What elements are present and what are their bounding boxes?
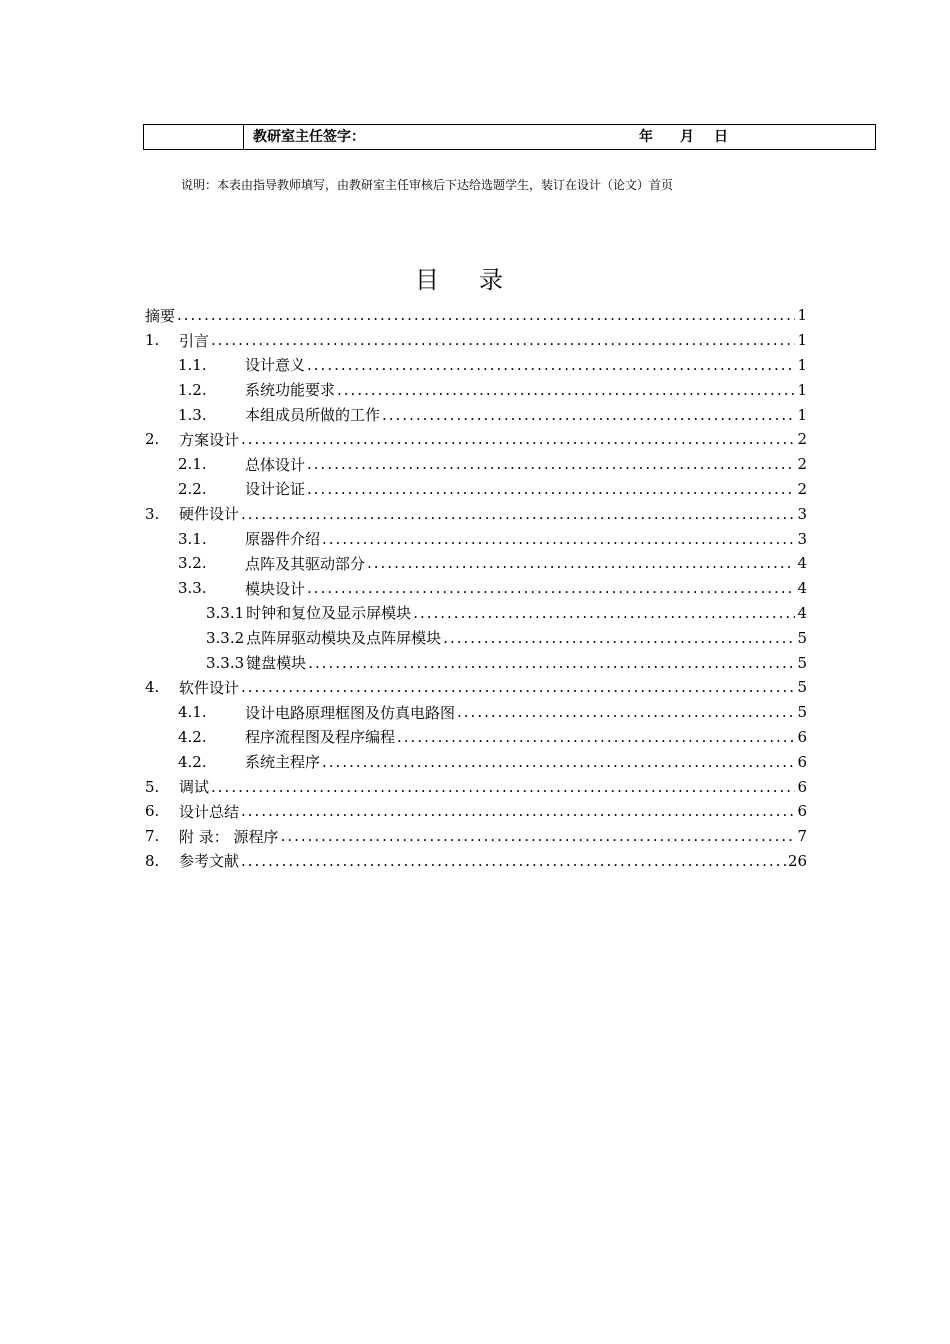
toc-entry-page: 1: [797, 331, 807, 350]
toc-entry-number: 1.: [145, 331, 160, 350]
toc-entry-number: 4.2.: [178, 752, 207, 771]
toc-entry-page: 1: [797, 355, 807, 374]
signature-day: 日: [714, 129, 728, 145]
toc-entry[interactable]: [145, 328, 807, 353]
toc-leader-dots: [177, 306, 795, 324]
toc-entry-number: 3.3.1: [206, 603, 245, 622]
toc-entry[interactable]: [145, 601, 807, 626]
toc-entry[interactable]: [145, 849, 807, 874]
toc-entry-page: 3: [797, 529, 807, 548]
toc-entry-page: 2: [797, 430, 807, 449]
toc-entry-title: 硬件设计: [179, 505, 240, 524]
toc-entry-title: 参考文献: [179, 852, 240, 871]
toc-entry-number: 2.: [145, 430, 160, 449]
toc-leader-dots: [211, 778, 795, 796]
toc-entry-page: 5: [797, 678, 807, 697]
toc-leader-dots: [397, 728, 795, 746]
toc-leader-dots: [307, 579, 795, 597]
toc-leader-dots: [307, 480, 795, 498]
toc-leader-dots: [241, 678, 795, 696]
toc-entry[interactable]: [145, 799, 807, 824]
toc-entry-title: 设计电路原理框图及仿真电路图: [245, 703, 456, 722]
toc-entry-title: 调试: [179, 778, 210, 797]
signature-table: [143, 124, 876, 150]
signature-label: 教研室主任签字：: [253, 129, 365, 145]
toc-leader-dots: [241, 852, 786, 870]
toc-entry[interactable]: [145, 477, 807, 502]
toc-entry-page: 5: [797, 653, 807, 672]
toc-entry-number: 3.3.: [178, 579, 207, 598]
toc-entry[interactable]: [145, 774, 807, 799]
toc-entry-page: 4: [797, 603, 807, 622]
toc-entry-page: 7: [797, 827, 807, 846]
toc-leader-dots: [457, 703, 795, 721]
toc-entry-page: 4: [797, 579, 807, 598]
toc-leader-dots: [367, 554, 795, 572]
toc-entry-title: 设计总结: [179, 802, 240, 821]
toc-entry-page: 6: [797, 802, 807, 821]
toc-entry-title: 系统功能要求: [245, 381, 336, 400]
toc-entry-title: 设计意义: [245, 356, 306, 375]
toc-entry[interactable]: [145, 427, 807, 452]
toc-leader-dots: [322, 530, 795, 548]
toc-entry-title: 模块设计: [245, 579, 306, 598]
toc-entry-title: 设计论证: [245, 480, 306, 499]
toc-leader-dots: [443, 629, 795, 647]
toc-entry-page: 2: [797, 479, 807, 498]
toc-leader-dots: [322, 753, 795, 771]
toc-title: 目录: [415, 266, 543, 294]
toc-entry[interactable]: [145, 551, 807, 576]
toc-entry-title: 点阵及其驱动部分: [245, 554, 366, 573]
toc-entry-number: 5.: [145, 777, 160, 796]
toc-leader-dots: [307, 455, 795, 473]
toc-entry-number: 4.1.: [178, 703, 207, 722]
toc-leader-dots: [382, 406, 795, 424]
toc-leader-dots: [241, 802, 795, 820]
toc-entry-number: 3.3.2: [206, 628, 245, 647]
toc-entry-page: 26: [787, 851, 807, 870]
toc-entry-page: 5: [797, 703, 807, 722]
toc-entry-title: 时钟和复位及显示屏模块: [246, 604, 412, 623]
signature-month: 月: [680, 129, 694, 145]
toc-entry-title: 引言: [179, 331, 210, 350]
table-of-contents: [145, 303, 807, 873]
toc-entry-number: 1.2.: [178, 380, 207, 399]
toc-entry-number: 1.1.: [178, 355, 207, 374]
toc-entry-title: 软件设计: [179, 678, 240, 697]
signature-year: 年: [639, 129, 653, 145]
toc-entry-title: 原器件介绍: [245, 530, 321, 549]
toc-entry-title: 系统主程序: [245, 753, 321, 772]
toc-leader-dots: [241, 430, 795, 448]
toc-entry-number: 2.1.: [178, 455, 207, 474]
toc-entry[interactable]: [145, 625, 807, 650]
toc-entry-number: 3.2.: [178, 554, 207, 573]
toc-entry[interactable]: [145, 501, 807, 526]
form-note: 说明：本表由指导教师填写，由教研室主任审核后下达给选题学生，装订在设计（论文）首页: [181, 178, 674, 192]
toc-entry-title: 摘要: [145, 306, 176, 325]
toc-entry[interactable]: [145, 749, 807, 774]
toc-entry-number: 3.1.: [178, 529, 207, 548]
toc-entry[interactable]: [145, 576, 807, 601]
toc-entry[interactable]: [145, 526, 807, 551]
toc-entry-page: 6: [797, 752, 807, 771]
toc-entry-page: 6: [797, 727, 807, 746]
toc-entry[interactable]: [145, 650, 807, 675]
toc-entry[interactable]: [145, 824, 807, 849]
toc-entry[interactable]: [145, 675, 807, 700]
toc-entry-page: 1: [797, 405, 807, 424]
toc-leader-dots: [211, 331, 795, 349]
toc-entry-page: 5: [797, 628, 807, 647]
toc-entry-page: 6: [797, 777, 807, 796]
toc-entry-number: 8.: [145, 851, 160, 870]
toc-entry-title: 程序流程图及程序编程: [245, 728, 396, 747]
toc-entry-number: 6.: [145, 802, 160, 821]
toc-entry[interactable]: [145, 725, 807, 750]
toc-entry-title: 点阵屏驱动模块及点阵屏模块: [246, 629, 442, 648]
toc-entry-number: 4.: [145, 678, 160, 697]
toc-entry[interactable]: [145, 303, 807, 328]
toc-entry-number: 7.: [145, 827, 160, 846]
toc-leader-dots: [308, 654, 795, 672]
toc-entry[interactable]: [145, 452, 807, 477]
toc-entry-number: 3.: [145, 504, 160, 523]
toc-entry-title: 总体设计: [245, 455, 306, 474]
toc-leader-dots: [337, 381, 795, 399]
signature-cell: [244, 125, 875, 149]
toc-entry-number: 2.2.: [178, 479, 207, 498]
toc-leader-dots: [241, 505, 795, 523]
toc-entry-page: 4: [797, 554, 807, 573]
toc-entry-number: 1.3.: [178, 405, 207, 424]
toc-leader-dots: [413, 604, 795, 622]
toc-entry-title: 本组成员所做的工作: [245, 406, 381, 425]
toc-entry-number: 4.2.: [178, 727, 207, 746]
toc-entry-page: 1: [797, 380, 807, 399]
toc-leader-dots: [281, 827, 795, 845]
toc-entry[interactable]: [145, 700, 807, 725]
toc-entry-page: 3: [797, 504, 807, 523]
toc-entry-title: 附 录： 源程序: [179, 827, 279, 846]
toc-entry[interactable]: [145, 353, 807, 378]
toc-entry-title: 键盘模块: [246, 654, 307, 673]
toc-entry-title: 方案设计: [179, 430, 240, 449]
toc-entry[interactable]: [145, 402, 807, 427]
toc-entry-number: 3.3.3: [206, 653, 245, 672]
toc-entry-page: 2: [797, 455, 807, 474]
signature-empty-cell: [144, 125, 244, 149]
toc-entry[interactable]: [145, 377, 807, 402]
toc-leader-dots: [307, 356, 795, 374]
toc-entry-page: 1: [797, 306, 807, 325]
